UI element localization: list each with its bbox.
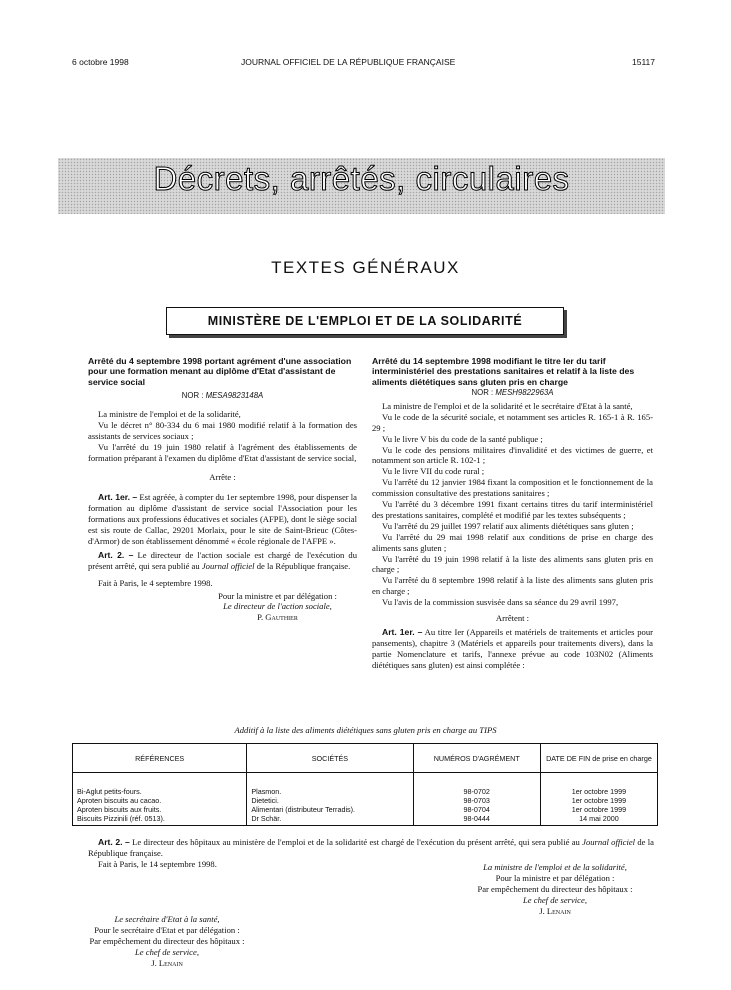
table-header-references: RÉFÉRENCES bbox=[73, 744, 247, 773]
table-caption: Additif à la liste des aliments diététiques sans gluten pris en charge au TIPS bbox=[234, 725, 497, 735]
right-column bbox=[372, 356, 653, 671]
header-journal-title: JOURNAL OFFICIEL DE LA RÉPUBLIQUE FRANÇAISE bbox=[241, 57, 456, 67]
right-intro-4: Vu le livre VII du code rural ; bbox=[382, 466, 485, 477]
left-intro-2: Vu l'arrêté du 19 juin 1980 relatif à l'agrément des établissements de formation préparant à l'examen du diplôme d'Etat d'assistant de service social, bbox=[88, 441, 357, 463]
left-signature: Pour la ministre et par délégation : Le directeur de l'action sociale, P. Gauthier bbox=[218, 590, 337, 623]
right-arretent: Arrêtent : bbox=[495, 613, 530, 624]
left-bottom-signature: Le secrétaire d'Etat à la santé, Pour le secrétaire d'Etat et par délégation : Par empêchement du directeur des hôpitaux : Le chef de service, J. Lenain bbox=[89, 914, 245, 968]
right-intro-2: Vu le livre V bis du code de la santé publique ; bbox=[382, 433, 543, 444]
header-date: 6 octobre 1998 bbox=[72, 57, 129, 67]
table-row: Bi-Aglut petits-fours. Plasmon. 98-0702 1er octobre 1999 bbox=[73, 787, 658, 796]
right-article-1: Art. 1er. – Au titre Ier (Appareils et matériels de traitements et articles pour pansements), chapitre 3 (Matériels et appareils pour traitements divers), dans la partie Nomenclature et tarifs, l'annexe prévue au code 103N02 (Aliments diététiques sans gluten) est ainsi complétée : bbox=[372, 627, 653, 670]
table-header-numeros: NUMÉROS D'AGRÉMENT bbox=[413, 744, 540, 773]
right-intro-1: Vu le code de la sécurité sociale, et notamment ses articles R. 165-1 à R. 165-29 ; bbox=[372, 411, 653, 433]
right-decree-title: Arrêté du 14 septembre 1998 modifiant le titre Ier du tarif interministériel des prestations sanitaires et relatif à la liste des aliments diététiques sans gluten pris en charge bbox=[372, 356, 635, 387]
table-row: Biscuits Pizzinili (réf. 0513). Dr Schär. 98-0444 14 mai 2000 bbox=[73, 814, 658, 823]
right-intro-0: La ministre de l'emploi et de la solidarité et le secrétaire d'Etat à la santé, bbox=[382, 400, 633, 411]
right-intro-5: Vu l'arrêté du 12 janvier 1984 fixant la composition et le fonctionnement de la commission consultative des prestations sanitaires ; bbox=[372, 477, 653, 499]
left-intro-0: La ministre de l'emploi et de la solidarité, bbox=[98, 408, 241, 419]
header-page-number: 15117 bbox=[632, 57, 656, 67]
right-nor: NOR : MESH9822963A bbox=[471, 387, 554, 397]
left-decree-title: Arrêté du 4 septembre 1998 portant agrément d'une association pour une formation menant au diplôme d'Etat d'assistant de service social bbox=[88, 356, 352, 387]
left-fait: Fait à Paris, le 4 septembre 1998. bbox=[98, 577, 213, 588]
right-intro-3: Vu le code des pensions militaires d'invalidité et des victimes de guerre, et notamment son article R. 102-1 ; bbox=[372, 444, 653, 466]
right-intro-9: Vu l'arrêté du 19 juin 1998 relatif à la liste des aliments sans gluten pris en charge ; bbox=[372, 553, 653, 575]
right-signature: La ministre de l'emploi et de la solidarité, Pour la ministre et par délégation : Par empêchement du directeur des hôpitaux : Le chef de service, J. Lenain bbox=[477, 862, 633, 916]
left-article-1: Art. 1er. – Est agréée, à compter du 1er septembre 1998, pour dispenser la formation au diplôme d'assistant de service social l'Association pour les formations aux professions éducatives et sociales (AFPE), dont le siège social est sis route de Callac, 29201 Morlaix, pour le site de Saint-Brieuc (Côtes-d'Armor) de son établissement dénommé « école régionale de l'AFPE ». bbox=[88, 492, 357, 546]
banner-title: Décrets, arrêtés, circulaires bbox=[153, 160, 570, 197]
left-intro-1: Vu le décret n° 80-334 du 6 mai 1980 modifié relatif à la formation des assistants de services sociaux ; bbox=[88, 419, 357, 441]
right-intro-8: Vu l'arrêté du 29 mai 1998 relatif aux conditions de prise en charge des aliments sans gluten ; bbox=[372, 531, 653, 553]
table-header-row bbox=[73, 744, 658, 773]
right-intro-7: Vu l'arrêté du 29 juillet 1997 relatif aux aliments diététiques sans gluten ; bbox=[382, 520, 634, 531]
left-nor: NOR : MESA9823148A bbox=[181, 390, 264, 400]
table-row: Aproten biscuits au cacao. Dietetici. 98-0703 1er octobre 1999 bbox=[73, 796, 658, 805]
table-header-societes: SOCIÉTÉS bbox=[247, 744, 413, 773]
table-header-date-fin: DATE DE FIN de prise en charge bbox=[540, 744, 657, 773]
left-arrete: Arrête : bbox=[209, 472, 236, 483]
left-article-2: Art. 2. – Le directeur de l'action sociale est chargé de l'exécution du présent arrêté, qui sera publié au Journal officiel de la République française. bbox=[88, 549, 357, 571]
table-row: Aproten biscuits aux fruits. Alimentari (distributeur Terradis). 98-0704 1er octobre 1999 bbox=[73, 805, 658, 814]
left-column bbox=[88, 356, 357, 623]
right-intro-10: Vu l'arrêté du 8 septembre 1998 relatif à la liste des aliments sans gluten pris en charge ; bbox=[372, 575, 653, 597]
section-title: TEXTES GÉNÉRAUX bbox=[271, 258, 460, 277]
right-intro-11: Vu l'avis de la commission susvisée dans sa séance du 29 avril 1997, bbox=[382, 597, 619, 608]
bottom-fait: Fait à Paris, le 14 septembre 1998. bbox=[98, 858, 217, 869]
bottom-article-2: Art. 2. – Le directeur des hôpitaux au ministère de l'emploi et de la solidarité est chargé de l'exécution du présent arrêté, qui sera publié au Journal officiel de la République française. bbox=[88, 837, 654, 858]
right-intro-6: Vu l'arrêté du 3 décembre 1991 fixant certains titres du tarif interministériel des prestations sanitaires, complété et modifié par les textes subséquents ; bbox=[372, 499, 653, 520]
ministry-title: MINISTÈRE DE L'EMPLOI ET DE LA SOLIDARITÉ bbox=[166, 307, 564, 335]
agreement-table bbox=[72, 743, 658, 826]
